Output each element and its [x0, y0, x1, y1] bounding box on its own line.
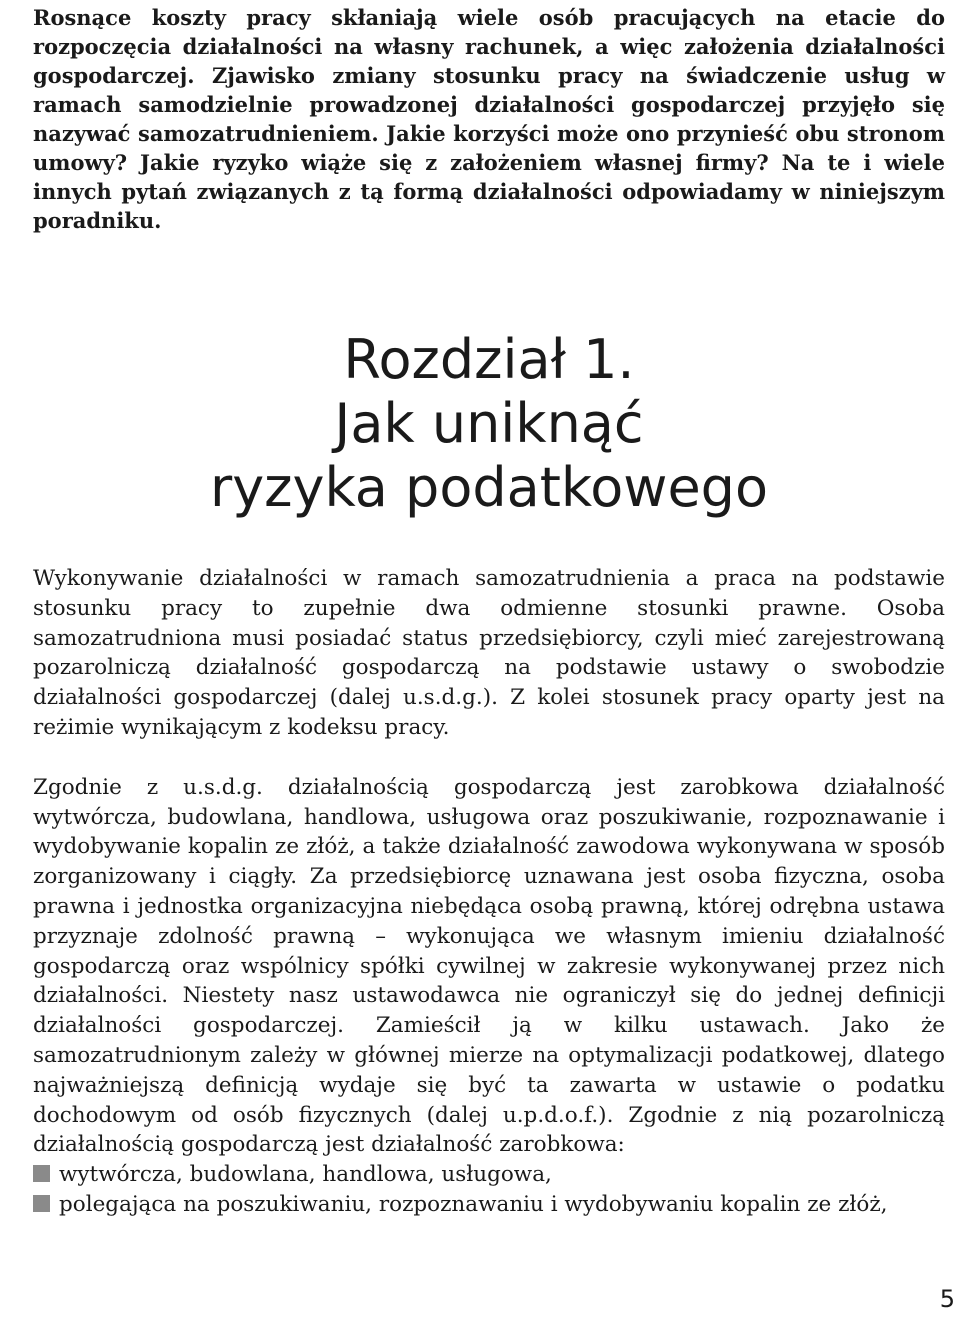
square-bullet-icon	[33, 1195, 50, 1212]
paragraph: Zgodnie z u.s.d.g. działalnością gospodarczą jest zarobkowa działalność wytwórcza, budowlana, handlowa, usługowa oraz poszukiwanie, rozpoznawanie i wydobywanie kopalin ze złóż, a także działalność zawodowa wykonywana w sposób zorganizowany i ciągły. Za przedsiębiorcę uznawana jest osoba fizyczna, osoba prawna i jednostka organizacyjna niebędąca osobą prawną, której odrębna ustawa przyznaje zdolność prawną – wykonująca we własnym imieniu działalność gospodarczą oraz wspólnicy spółki cywilnej w zakresie wykonywanej przez nich działalności. Niestety nasz ustawodawca nie ograniczył się do jednej definicji działalności gospodarczej. Zamieścił ją w kilku ustawach. Jako że samozatrudnionym zależy w głównej mierze na optymalizacji podatkowej, dlatego najważniejszą definicją wydaje się być ta zawarta w ustawie o podatku dochodowym od osób fizycznych (dalej u.p.d.o.f.). Zgodnie z nią pozarolniczą działalnością gospodarczą jest działalność zarobkowa:	[33, 774, 945, 1158]
chapter-title-line-2: ryzyka podatkowego	[210, 456, 768, 519]
paragraph: Wykonywanie działalności w ramach samozatrudnienia a praca na podstawie stosunku pracy to zupełnie dwa odmienne stosunki prawne. Osoba samozatrudniona musi posiadać status przedsiębiorcy, czyli mieć zarejestrowaną pozarolniczą działalność gospodarczą na podstawie ustawy o swobodzie działalności gospodarczej (dalej u.s.d.g.). Z kolei stosunek pracy oparty jest na reżimie wynikającym z kodeksu pracy.	[33, 566, 945, 740]
list-item	[33, 1190, 945, 1220]
chapter-heading	[33, 328, 945, 520]
list-item-text: polegająca na poszukiwaniu, rozpoznawaniu i wydobywaniu kopalin ze złóż,	[59, 1191, 888, 1217]
list-item	[33, 1160, 945, 1190]
chapter-title-line-1: Jak uniknąć	[334, 392, 644, 455]
list-item-text: wytwórcza, budowlana, handlowa, usługowa,	[59, 1162, 552, 1188]
intro-paragraph: Rosnące koszty pracy skłaniają wiele osób pracujących na etacie do rozpoczęcia działalności na własny rachunek, a więc założenia działalności gospodarczej. Zjawisko zmiany stosunku pracy na świadczenie usług w ramach samodzielnie prowadzonej działalności gospodarczej przyjęło się nazywać samozatrudnieniem. Jakie korzyści może ono przynieść obu stronom umowy? Jakie ryzyko wiąże się z założeniem własnej firmy? Na te i wiele innych pytań związanych z tą formą działalności odpowiadamy w niniejszym poradniku.	[33, 5, 945, 233]
page-number: 5	[939, 1285, 955, 1313]
square-bullet-icon	[33, 1165, 50, 1182]
bullet-list	[33, 1160, 945, 1220]
chapter-number: Rozdział 1.	[343, 328, 635, 391]
body-text	[33, 564, 945, 1220]
